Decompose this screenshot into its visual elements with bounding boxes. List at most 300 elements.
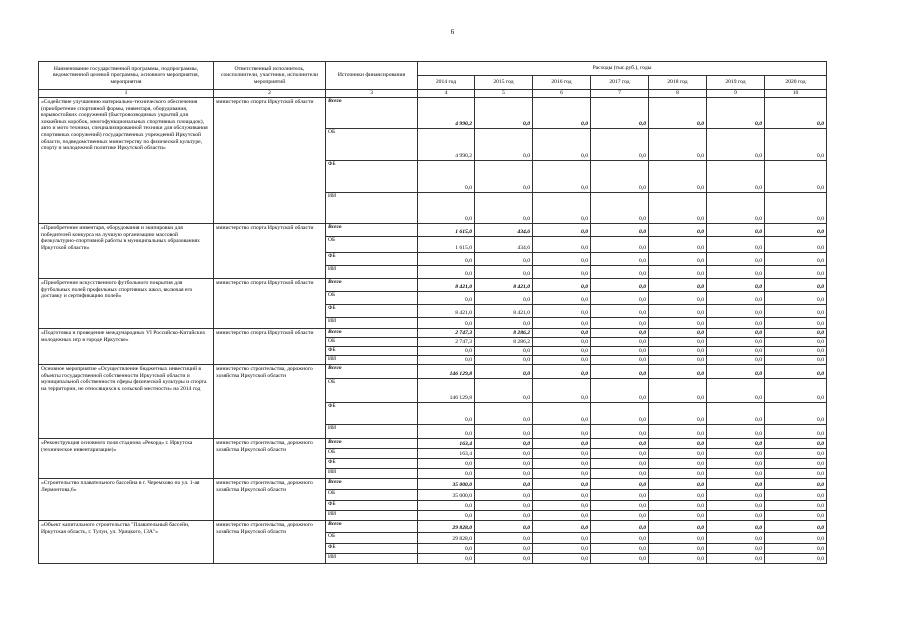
expense-value: 0,0 (765, 379, 827, 403)
funding-source: Всего (326, 521, 418, 533)
expense-value: 0,0 (533, 379, 591, 403)
funding-source: ИИ (326, 511, 418, 521)
event-name: «Приобретение инвентаря, оборудования и экипировки для победителей конкурса на лучшую организацию массовой физкультурно-спортивной работы в муниципальных образованиях Иркутской области» (39, 224, 214, 279)
expense-value: 0,0 (533, 533, 591, 544)
expense-value: 0,0 (707, 318, 765, 329)
funding-source: ОБ (326, 292, 418, 305)
expense-value: 0,0 (475, 459, 533, 469)
expense-value: 0,0 (765, 490, 827, 501)
expense-value: 0,0 (765, 305, 827, 318)
expense-value: 0,0 (591, 253, 649, 266)
expense-value: 0,0 (418, 544, 475, 554)
expense-value: 0,0 (765, 129, 827, 161)
expense-value: 0,0 (418, 318, 475, 329)
expense-value: 0,0 (418, 501, 475, 511)
funding-source: ОБ (326, 129, 418, 161)
expense-value: 0,0 (418, 469, 475, 479)
expense-value: 0,0 (649, 403, 707, 425)
column-index: 9 (707, 90, 765, 98)
expense-value: 0,0 (533, 224, 591, 237)
expense-value: 0,0 (765, 459, 827, 469)
funding-source: ОБ (326, 237, 418, 253)
expense-value: 0,0 (649, 329, 707, 338)
funding-source: Всего (326, 365, 418, 379)
funding-source: Всего (326, 439, 418, 449)
expense-value: 0,0 (533, 521, 591, 533)
funding-source: Всего (326, 224, 418, 237)
expense-value: 0,0 (591, 479, 649, 490)
expense-value: 0,0 (765, 479, 827, 490)
funding-source: ФБ (326, 253, 418, 266)
expense-value: 0,0 (649, 521, 707, 533)
expense-value: 0,0 (533, 193, 591, 224)
expense-value: 0,0 (707, 403, 765, 425)
funding-source: Всего (326, 329, 418, 338)
expense-value: 146 129,8 (418, 379, 475, 403)
expense-value: 0,0 (649, 425, 707, 439)
expense-value: 0,0 (765, 425, 827, 439)
funding-source: ФБ (326, 161, 418, 193)
expense-value: 0,0 (533, 161, 591, 193)
expense-value: 0,0 (765, 292, 827, 305)
expense-value: 0,0 (707, 490, 765, 501)
expense-value: 146 129,8 (418, 365, 475, 379)
expense-value: 0,0 (533, 403, 591, 425)
expense-value: 0,0 (765, 554, 827, 564)
expense-value: 0,0 (533, 329, 591, 338)
expense-value: 8 421,0 (475, 279, 533, 292)
funding-source: ОБ (326, 449, 418, 459)
event-executor: министерство строительства, дорожного хозяйства Иркутской области (214, 365, 326, 439)
expense-value: 0,0 (707, 459, 765, 469)
event-executor: министерство спорта Иркутской области (214, 98, 326, 224)
expense-value: 0,0 (533, 279, 591, 292)
expense-value: 0,0 (591, 98, 649, 129)
expense-value: 0,0 (418, 253, 475, 266)
column-index: 2 (214, 90, 326, 98)
expense-value: 0,0 (533, 292, 591, 305)
expense-value: 8 286,2 (475, 338, 533, 347)
expense-value: 0,0 (475, 318, 533, 329)
expense-value: 0,0 (649, 533, 707, 544)
event-name: «Подготовка и проведение международных VI Российско-Китайских молодежных игр в городе Иркутске» (39, 329, 214, 365)
expense-value: 0,0 (707, 379, 765, 403)
event-name: «Приобретение искусственного футбольного покрытия для футбольных полей профильных спортивных школ, включая его доставку и сертификацию полей» (39, 279, 214, 329)
expense-value: 0,0 (707, 533, 765, 544)
expense-value: 29 828,0 (418, 533, 475, 544)
expense-value: 0,0 (591, 318, 649, 329)
expense-value: 0,0 (707, 279, 765, 292)
column-index: 10 (765, 90, 827, 98)
expense-value: 0,0 (591, 554, 649, 564)
expense-value: 8 421,0 (418, 279, 475, 292)
event-name: Основное мероприятие «Осуществление бюджетных инвестиций в объекты государственной собственности Иркутской области и муниципальной собственности сферы физической культуры и спорта на территории, не относящихся к сельской местности» на 2014 год (39, 365, 214, 439)
funding-source: ОБ (326, 379, 418, 403)
page-number: 6 (450, 28, 455, 36)
expense-value: 0,0 (765, 318, 827, 329)
expense-value: 0,0 (707, 237, 765, 253)
expense-value: 0,0 (765, 161, 827, 193)
expense-value: 0,0 (533, 490, 591, 501)
expense-value: 0,0 (649, 356, 707, 365)
expense-value: 0,0 (765, 544, 827, 554)
expense-value: 0,0 (707, 193, 765, 224)
funding-source: ИИ (326, 469, 418, 479)
expense-value: 0,0 (765, 266, 827, 279)
header-expenses: Расходы (тыс.руб.), годы (418, 62, 827, 76)
expense-value: 0,0 (591, 449, 649, 459)
expense-value: 0,0 (591, 292, 649, 305)
event-executor: министерство спорта Иркутской области (214, 329, 326, 365)
table-row (39, 439, 827, 449)
event-executor: министерство строительства, дорожного хозяйства Иркутской области (214, 439, 326, 479)
expense-value: 0,0 (649, 318, 707, 329)
header-name: Наименование государственной программы, подпрограммы, ведомственной целевой программы, основного мероприятия, мероприятия (39, 62, 214, 90)
expense-value: 0,0 (707, 292, 765, 305)
expense-value: 0,0 (765, 521, 827, 533)
header-executor: Ответственный исполнитель, соисполнители, участники, исполнители мероприятий (214, 62, 326, 90)
expense-value: 0,0 (707, 329, 765, 338)
expense-value: 0,0 (418, 193, 475, 224)
expense-value: 0,0 (533, 365, 591, 379)
expense-value: 0,0 (533, 469, 591, 479)
expense-value: 0,0 (591, 403, 649, 425)
expense-value: 0,0 (533, 237, 591, 253)
expense-value: 0,0 (418, 403, 475, 425)
expense-value: 434,6 (475, 224, 533, 237)
header-source: Источники финансирования (326, 62, 418, 90)
expense-value: 0,0 (475, 356, 533, 365)
expense-value: 0,0 (533, 511, 591, 521)
expense-value: 0,0 (591, 193, 649, 224)
expense-value: 0,0 (591, 469, 649, 479)
expense-value: 29 828,0 (418, 521, 475, 533)
event-executor: министерство спорта Иркутской области (214, 224, 326, 279)
expense-value: 0,0 (765, 469, 827, 479)
expense-value: 0,0 (765, 501, 827, 511)
expense-value: 0,0 (475, 533, 533, 544)
expense-value: 0,0 (765, 237, 827, 253)
expense-value: 4 990,2 (418, 98, 475, 129)
expense-value: 1 615,0 (418, 224, 475, 237)
expense-value: 0,0 (649, 554, 707, 564)
expense-value: 0,0 (475, 439, 533, 449)
header-year: 2020 год (765, 76, 827, 90)
expense-value: 0,0 (533, 554, 591, 564)
expense-value: 0,0 (591, 129, 649, 161)
expense-value: 0,0 (533, 449, 591, 459)
expense-value: 0,0 (649, 347, 707, 356)
expense-value: 0,0 (533, 98, 591, 129)
expense-value: 0,0 (533, 347, 591, 356)
table-row (39, 98, 827, 129)
expense-value: 0,0 (475, 129, 533, 161)
funding-source: ИИ (326, 318, 418, 329)
expense-value: 0,0 (765, 224, 827, 237)
expense-value: 0,0 (707, 98, 765, 129)
funding-source: Всего (326, 98, 418, 129)
expense-value: 0,0 (475, 161, 533, 193)
expense-value: 0,0 (649, 365, 707, 379)
expense-value: 163,4 (418, 439, 475, 449)
column-index: 3 (326, 90, 418, 98)
expense-value: 0,0 (533, 439, 591, 449)
expense-value: 0,0 (649, 305, 707, 318)
expense-value: 0,0 (707, 305, 765, 318)
expense-value: 0,0 (765, 439, 827, 449)
expense-value: 0,0 (418, 292, 475, 305)
funding-source: Всего (326, 479, 418, 490)
expense-value: 0,0 (707, 338, 765, 347)
expense-value: 0,0 (418, 554, 475, 564)
expense-value: 0,0 (765, 338, 827, 347)
expense-value: 0,0 (533, 356, 591, 365)
event-executor: министерство спорта Иркутской области (214, 279, 326, 329)
column-index: 7 (591, 90, 649, 98)
table-row (39, 521, 827, 533)
expense-value: 0,0 (707, 511, 765, 521)
expense-value: 0,0 (533, 129, 591, 161)
expense-value: 0,0 (591, 279, 649, 292)
expense-value: 434,6 (475, 237, 533, 253)
expense-value: 0,0 (475, 98, 533, 129)
expense-value: 0,0 (649, 253, 707, 266)
expense-value: 0,0 (765, 511, 827, 521)
expense-value: 0,0 (591, 490, 649, 501)
expense-value: 0,0 (475, 554, 533, 564)
funding-source: ОБ (326, 490, 418, 501)
expense-value: 0,0 (591, 521, 649, 533)
expense-value: 0,0 (533, 253, 591, 266)
expense-value: 0,0 (475, 469, 533, 479)
expense-value: 1 615,0 (418, 237, 475, 253)
expense-value: 0,0 (475, 521, 533, 533)
expense-value: 0,0 (765, 356, 827, 365)
column-index: 6 (533, 90, 591, 98)
funding-source: ИИ (326, 425, 418, 439)
column-index: 1 (39, 90, 214, 98)
expense-value: 0,0 (707, 449, 765, 459)
header-year: 2015 год (475, 76, 533, 90)
funding-source: ФБ (326, 459, 418, 469)
expense-value: 0,0 (765, 347, 827, 356)
expense-value: 8 421,0 (475, 305, 533, 318)
event-executor: министерство строительства, дорожного хозяйства Иркутской области (214, 521, 326, 564)
expense-value: 0,0 (649, 490, 707, 501)
expense-value: 0,0 (533, 479, 591, 490)
expense-value: 0,0 (707, 253, 765, 266)
expense-value: 0,0 (765, 253, 827, 266)
expense-value: 0,0 (475, 365, 533, 379)
funding-source: ИИ (326, 193, 418, 224)
expense-value: 0,0 (591, 511, 649, 521)
expense-value: 0,0 (475, 347, 533, 356)
expense-value: 0,0 (418, 161, 475, 193)
expense-value: 0,0 (707, 479, 765, 490)
expense-value: 0,0 (418, 266, 475, 279)
expense-value: 0,0 (765, 98, 827, 129)
table-body (39, 98, 827, 564)
expense-value: 0,0 (649, 98, 707, 129)
expense-value: 0,0 (707, 439, 765, 449)
expense-value: 0,0 (475, 425, 533, 439)
table-row (39, 224, 827, 237)
expense-value: 0,0 (649, 379, 707, 403)
header-year: 2018 год (649, 76, 707, 90)
event-executor: министерство строительства, дорожного хозяйства Иркутской области (214, 479, 326, 521)
event-name: «Реконструкция основного поля стадиона «Рекорд» г. Иркутска (техническое инвентаризацие)» (39, 439, 214, 479)
expense-value: 0,0 (707, 544, 765, 554)
expense-value: 0,0 (649, 479, 707, 490)
expense-value: 0,0 (475, 379, 533, 403)
expenses-table (38, 61, 827, 564)
expense-value: 2 747,3 (418, 329, 475, 338)
expense-value: 0,0 (533, 501, 591, 511)
expense-value: 0,0 (707, 365, 765, 379)
expense-value: 0,0 (649, 224, 707, 237)
expense-value: 0,0 (591, 459, 649, 469)
expense-value: 0,0 (707, 521, 765, 533)
expense-value: 0,0 (649, 544, 707, 554)
column-index: 5 (475, 90, 533, 98)
expense-value: 0,0 (418, 459, 475, 469)
expense-value: 0,0 (765, 329, 827, 338)
expense-value: 0,0 (533, 425, 591, 439)
funding-source: ФБ (326, 347, 418, 356)
expense-value: 0,0 (707, 161, 765, 193)
expense-value: 2 747,3 (418, 338, 475, 347)
expense-value: 0,0 (475, 449, 533, 459)
funding-source: ФБ (326, 544, 418, 554)
expense-value: 0,0 (591, 338, 649, 347)
expense-value: 0,0 (707, 554, 765, 564)
expense-value: 0,0 (649, 193, 707, 224)
expense-value: 0,0 (533, 266, 591, 279)
expense-value: 0,0 (475, 292, 533, 305)
expense-value: 0,0 (649, 237, 707, 253)
expense-value: 0,0 (418, 347, 475, 356)
expense-value: 0,0 (418, 511, 475, 521)
expense-value: 0,0 (591, 379, 649, 403)
expense-value: 0,0 (475, 266, 533, 279)
funding-source: ОБ (326, 338, 418, 347)
funding-source: ИИ (326, 554, 418, 564)
expense-value: 0,0 (591, 305, 649, 318)
expense-value: 0,0 (475, 544, 533, 554)
expense-value: 0,0 (649, 161, 707, 193)
expense-value: 0,0 (707, 469, 765, 479)
expense-value: 0,0 (707, 501, 765, 511)
expense-value: 0,0 (591, 237, 649, 253)
expense-value: 0,0 (591, 544, 649, 554)
funding-source: ИИ (326, 356, 418, 365)
expense-value: 0,0 (591, 356, 649, 365)
table-row (39, 329, 827, 338)
expense-value: 0,0 (765, 449, 827, 459)
expense-value: 0,0 (591, 266, 649, 279)
table-row (39, 479, 827, 490)
event-name: «Объект капитального строительства "Плавательный бассейн, Иркутская область, г. Тулун, ул. Урицкого, 13А"» (39, 521, 214, 564)
expense-value: 4 990,2 (418, 129, 475, 161)
expense-value: 0,0 (591, 439, 649, 449)
expense-value: 0,0 (707, 425, 765, 439)
expense-value: 0,0 (649, 449, 707, 459)
expense-value: 0,0 (418, 356, 475, 365)
expense-value: 0,0 (418, 425, 475, 439)
funding-source: Всего (326, 279, 418, 292)
expense-value: 0,0 (765, 193, 827, 224)
expense-value: 0,0 (649, 439, 707, 449)
expense-value: 0,0 (649, 279, 707, 292)
table-row (39, 365, 827, 379)
expense-value: 0,0 (533, 318, 591, 329)
expense-value: 0,0 (649, 459, 707, 469)
event-name: «Содействие улучшению материально-технического обеспечения (приобретение спортивной формы, инвентаря, оборудования, взрывостойких сооружений (быстровозводимых укрытий для хоккейных коробок, многофункциональных спортивных площадок), авто и мото техники, специализированной техники для обслуживания спортивных сооружений) государственных учреждений Иркутской области, подведомственных министерству по физической культуре, спорту и молодежной политике Иркутской области» (39, 98, 214, 224)
expense-value: 0,0 (707, 224, 765, 237)
header-year: 2016 год (533, 76, 591, 90)
expense-value: 0,0 (475, 479, 533, 490)
funding-source: ФБ (326, 403, 418, 425)
expense-value: 0,0 (591, 533, 649, 544)
expense-value: 0,0 (765, 533, 827, 544)
funding-source: ИИ (326, 266, 418, 279)
expense-value: 35 000,0 (418, 479, 475, 490)
expense-value: 0,0 (591, 161, 649, 193)
expense-value: 0,0 (591, 224, 649, 237)
expense-value: 0,0 (649, 129, 707, 161)
expense-value: 0,0 (649, 266, 707, 279)
event-name: «Строительство плавательного бассейна в г. Черемхово по ул. 1-ая Лермонтова,6» (39, 479, 214, 521)
column-index: 4 (418, 90, 475, 98)
header-year: 2017 год (591, 76, 649, 90)
expense-value: 0,0 (533, 459, 591, 469)
funding-source: ФБ (326, 305, 418, 318)
expense-value: 0,0 (533, 338, 591, 347)
expense-value: 0,0 (649, 469, 707, 479)
expense-value: 8 286,2 (475, 329, 533, 338)
expense-value: 0,0 (707, 347, 765, 356)
expense-value: 0,0 (591, 329, 649, 338)
header-year: 2019 год (707, 76, 765, 90)
expense-value: 0,0 (649, 511, 707, 521)
expense-value: 0,0 (475, 253, 533, 266)
column-index: 8 (649, 90, 707, 98)
table-row (39, 279, 827, 292)
expense-value: 0,0 (533, 305, 591, 318)
expense-value: 0,0 (649, 338, 707, 347)
expense-value: 0,0 (475, 193, 533, 224)
funding-source: ФБ (326, 501, 418, 511)
expense-value: 0,0 (591, 365, 649, 379)
expense-value: 0,0 (649, 501, 707, 511)
expense-value: 0,0 (591, 347, 649, 356)
expense-value: 0,0 (765, 279, 827, 292)
expense-value: 0,0 (707, 266, 765, 279)
expense-value: 0,0 (533, 544, 591, 554)
expense-value: 0,0 (475, 501, 533, 511)
expense-value: 0,0 (591, 425, 649, 439)
expense-value: 0,0 (475, 403, 533, 425)
expense-value: 163,4 (418, 449, 475, 459)
expense-value: 8 421,0 (418, 305, 475, 318)
expense-value: 0,0 (707, 129, 765, 161)
expense-value: 0,0 (475, 511, 533, 521)
funding-source: ОБ (326, 533, 418, 544)
expense-value: 35 000,0 (418, 490, 475, 501)
expense-value: 0,0 (649, 292, 707, 305)
expense-value: 0,0 (707, 356, 765, 365)
expense-value: 0,0 (765, 365, 827, 379)
